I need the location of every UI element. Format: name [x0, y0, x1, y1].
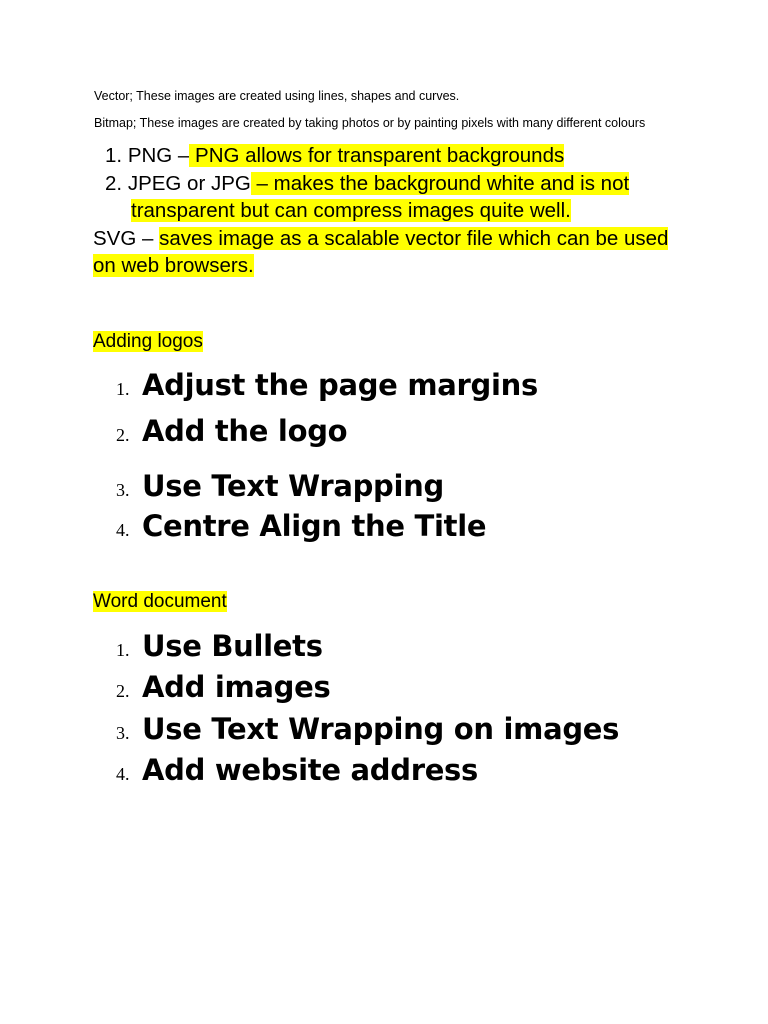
svg-description-continued: on web browsers.	[93, 254, 254, 277]
list-number: 4.	[116, 520, 130, 540]
list-number: 1.	[116, 379, 130, 399]
list-number: 2.	[116, 681, 130, 701]
list-number: 3.	[116, 480, 130, 500]
format-label: JPEG or JPG	[127, 172, 251, 195]
format-description: – makes the background white and is not	[250, 172, 630, 195]
step-text: Centre Align the Title	[142, 509, 487, 543]
step-text: Add the logo	[142, 414, 348, 448]
adding-logos-heading: Adding logos	[93, 331, 203, 352]
list-number: 1.	[105, 144, 123, 167]
format-description: PNG allows for transparent backgrounds	[189, 144, 565, 167]
format-item-png	[105, 142, 564, 169]
word-step	[116, 670, 330, 704]
step-text: Add website address	[142, 753, 478, 787]
format-description-continued: transparent but can compress images quite well.	[131, 199, 571, 222]
svg-label: SVG –	[93, 227, 160, 250]
bitmap-line: Bitmap; These images are created by taking photos or by painting pixels with many different colours	[94, 116, 646, 130]
list-number: 4.	[116, 764, 130, 784]
svg-description: saves image as a scalable vector file which can be used	[159, 227, 669, 250]
word-document-heading: Word document	[93, 591, 227, 612]
list-number: 3.	[116, 723, 130, 743]
list-number: 1.	[116, 640, 130, 660]
logo-step	[116, 414, 347, 448]
list-number: 2.	[105, 172, 123, 195]
format-label: PNG –	[127, 144, 190, 167]
word-step	[116, 753, 478, 787]
step-text: Add images	[142, 670, 331, 704]
logo-step	[116, 368, 538, 402]
step-text: Adjust the page margins	[142, 368, 538, 402]
logo-step	[116, 469, 444, 503]
vector-line: Vector; These images are created using lines, shapes and curves.	[94, 89, 460, 103]
svg-line	[93, 225, 668, 252]
word-step	[116, 629, 323, 663]
format-item-jpeg	[105, 170, 629, 197]
format-item-jpeg-continued	[131, 197, 571, 224]
word-step	[116, 712, 619, 746]
step-text: Use Bullets	[142, 629, 323, 663]
step-text: Use Text Wrapping on images	[142, 712, 620, 746]
step-text: Use Text Wrapping	[142, 469, 444, 503]
svg-line-continued	[93, 252, 254, 279]
list-number: 2.	[116, 425, 130, 445]
logo-step	[116, 509, 486, 543]
